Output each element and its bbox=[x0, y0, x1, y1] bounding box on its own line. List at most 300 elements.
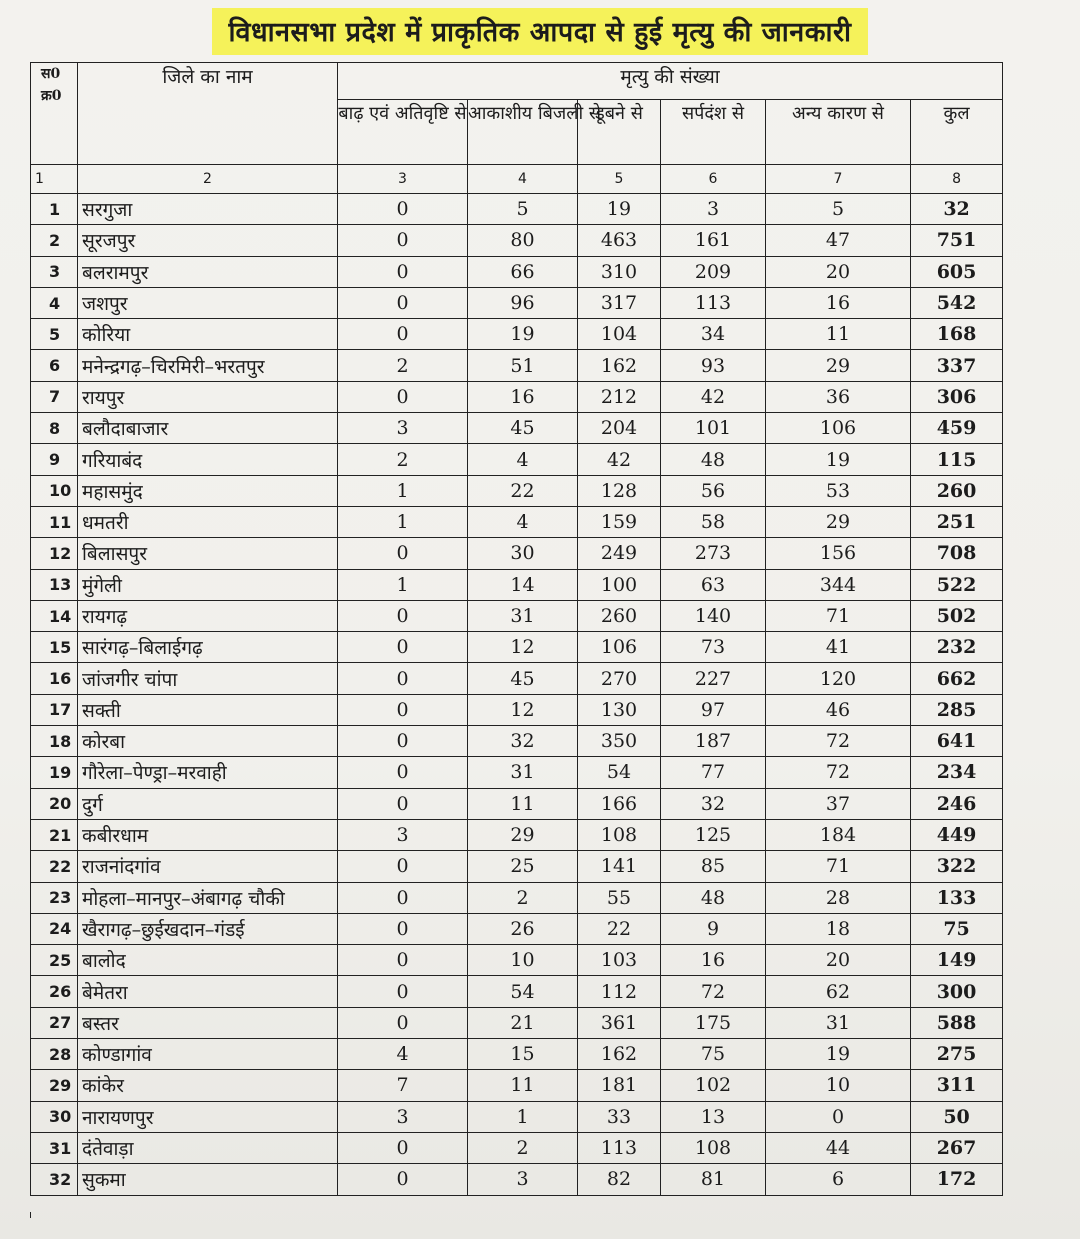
district-cell: बलौदाबाजार bbox=[78, 413, 338, 444]
other-cause-cell: 19 bbox=[766, 1039, 911, 1070]
lightning-cell: 22 bbox=[468, 475, 578, 506]
total-cell: 133 bbox=[911, 882, 1003, 913]
table-body bbox=[31, 194, 1003, 1196]
flood-cell: 0 bbox=[338, 913, 468, 944]
table-row bbox=[31, 694, 1003, 725]
snakebite-cell: 77 bbox=[661, 757, 766, 788]
district-cell: सूरजपुर bbox=[78, 225, 338, 256]
drowning-cell: 113 bbox=[578, 1132, 661, 1163]
flood-cell: 0 bbox=[338, 694, 468, 725]
drowning-cell: 361 bbox=[578, 1007, 661, 1038]
snakebite-cell: 16 bbox=[661, 945, 766, 976]
table-row bbox=[31, 600, 1003, 631]
serial-cell: 14 bbox=[31, 600, 78, 631]
table-row bbox=[31, 381, 1003, 412]
other-cause-cell: 120 bbox=[766, 663, 911, 694]
flood-cell: 0 bbox=[338, 319, 468, 350]
serial-cell: 4 bbox=[31, 287, 78, 318]
drowning-cell: 260 bbox=[578, 600, 661, 631]
total-cell: 275 bbox=[911, 1039, 1003, 1070]
other-cause-cell: 20 bbox=[766, 256, 911, 287]
table-continuation-edge bbox=[30, 1212, 1003, 1218]
lightning-cell: 15 bbox=[468, 1039, 578, 1070]
flood-cell: 7 bbox=[338, 1070, 468, 1101]
total-cell: 542 bbox=[911, 287, 1003, 318]
serial-label-2: क्र0 bbox=[41, 88, 62, 104]
district-cell: बेमेतरा bbox=[78, 976, 338, 1007]
other-cause-cell: 36 bbox=[766, 381, 911, 412]
serial-label-1: स0 bbox=[41, 66, 61, 82]
lightning-cell: 11 bbox=[468, 788, 578, 819]
snakebite-cell: 58 bbox=[661, 506, 766, 537]
total-cell: 267 bbox=[911, 1132, 1003, 1163]
drowning-cell: 162 bbox=[578, 350, 661, 381]
drowning-cell: 108 bbox=[578, 819, 661, 850]
district-cell: धमतरी bbox=[78, 506, 338, 537]
total-cell: 641 bbox=[911, 726, 1003, 757]
snakebite-cell: 73 bbox=[661, 632, 766, 663]
flood-cell: 0 bbox=[338, 726, 468, 757]
total-cell: 605 bbox=[911, 256, 1003, 287]
drowning-header: डूबने से bbox=[578, 100, 661, 165]
flood-cell: 1 bbox=[338, 475, 468, 506]
drowning-cell: 204 bbox=[578, 413, 661, 444]
drowning-cell: 270 bbox=[578, 663, 661, 694]
lightning-cell: 14 bbox=[468, 569, 578, 600]
snakebite-cell: 72 bbox=[661, 976, 766, 1007]
serial-cell: 29 bbox=[31, 1070, 78, 1101]
serial-cell: 2 bbox=[31, 225, 78, 256]
other-cause-cell: 41 bbox=[766, 632, 911, 663]
district-cell: कोरिया bbox=[78, 319, 338, 350]
deaths-table bbox=[30, 62, 1003, 1196]
serial-cell: 11 bbox=[31, 506, 78, 537]
table-row bbox=[31, 913, 1003, 944]
table-row bbox=[31, 1007, 1003, 1038]
flood-cell: 0 bbox=[338, 882, 468, 913]
flood-cell: 0 bbox=[338, 225, 468, 256]
snakebite-cell: 102 bbox=[661, 1070, 766, 1101]
other-cause-cell: 29 bbox=[766, 350, 911, 381]
snakebite-cell: 56 bbox=[661, 475, 766, 506]
flood-cell: 0 bbox=[338, 788, 468, 819]
lightning-cell: 10 bbox=[468, 945, 578, 976]
lightning-cell: 30 bbox=[468, 538, 578, 569]
other-cause-cell: 16 bbox=[766, 287, 911, 318]
column-number: 1 bbox=[31, 165, 78, 194]
table-row bbox=[31, 663, 1003, 694]
total-cell: 246 bbox=[911, 788, 1003, 819]
snakebite-cell: 3 bbox=[661, 194, 766, 225]
flood-cell: 1 bbox=[338, 506, 468, 537]
other-cause-cell: 184 bbox=[766, 819, 911, 850]
other-cause-cell: 6 bbox=[766, 1164, 911, 1195]
drowning-cell: 249 bbox=[578, 538, 661, 569]
deaths-header: मृत्यु की संख्या bbox=[338, 63, 1003, 100]
district-cell: सक्ती bbox=[78, 694, 338, 725]
serial-cell: 7 bbox=[31, 381, 78, 412]
other-cause-cell: 62 bbox=[766, 976, 911, 1007]
total-cell: 306 bbox=[911, 381, 1003, 412]
snakebite-cell: 48 bbox=[661, 882, 766, 913]
table-row bbox=[31, 444, 1003, 475]
total-cell: 300 bbox=[911, 976, 1003, 1007]
total-cell: 149 bbox=[911, 945, 1003, 976]
total-cell: 285 bbox=[911, 694, 1003, 725]
flood-cell: 0 bbox=[338, 194, 468, 225]
snakebite-cell: 209 bbox=[661, 256, 766, 287]
district-cell: बालोद bbox=[78, 945, 338, 976]
table-row bbox=[31, 1039, 1003, 1070]
lightning-cell: 19 bbox=[468, 319, 578, 350]
snakebite-cell: 93 bbox=[661, 350, 766, 381]
drowning-cell: 33 bbox=[578, 1101, 661, 1132]
snakebite-cell: 227 bbox=[661, 663, 766, 694]
drowning-cell: 42 bbox=[578, 444, 661, 475]
table-row bbox=[31, 757, 1003, 788]
serial-cell: 20 bbox=[31, 788, 78, 819]
lightning-cell: 66 bbox=[468, 256, 578, 287]
drowning-cell: 162 bbox=[578, 1039, 661, 1070]
other-cause-cell: 19 bbox=[766, 444, 911, 475]
district-cell: बलरामपुर bbox=[78, 256, 338, 287]
serial-cell: 23 bbox=[31, 882, 78, 913]
lightning-cell: 45 bbox=[468, 663, 578, 694]
total-cell: 75 bbox=[911, 913, 1003, 944]
district-cell: मनेन्द्रगढ़–चिरमिरी–भरतपुर bbox=[78, 350, 338, 381]
serial-cell: 22 bbox=[31, 851, 78, 882]
district-cell: सुकमा bbox=[78, 1164, 338, 1195]
other-cause-cell: 53 bbox=[766, 475, 911, 506]
drowning-cell: 463 bbox=[578, 225, 661, 256]
snakebite-cell: 85 bbox=[661, 851, 766, 882]
lightning-cell: 31 bbox=[468, 600, 578, 631]
serial-cell: 6 bbox=[31, 350, 78, 381]
serial-cell: 13 bbox=[31, 569, 78, 600]
district-cell: सरगुजा bbox=[78, 194, 338, 225]
district-cell: दंतेवाड़ा bbox=[78, 1132, 338, 1163]
other-cause-cell: 344 bbox=[766, 569, 911, 600]
flood-cell: 0 bbox=[338, 381, 468, 412]
lightning-cell: 31 bbox=[468, 757, 578, 788]
flood-cell: 0 bbox=[338, 663, 468, 694]
lightning-cell: 4 bbox=[468, 444, 578, 475]
column-number: 5 bbox=[578, 165, 661, 194]
lightning-cell: 3 bbox=[468, 1164, 578, 1195]
drowning-cell: 141 bbox=[578, 851, 661, 882]
table-row bbox=[31, 632, 1003, 663]
column-number: 8 bbox=[911, 165, 1003, 194]
total-cell: 662 bbox=[911, 663, 1003, 694]
table-row bbox=[31, 945, 1003, 976]
table-row bbox=[31, 788, 1003, 819]
other-cause-cell: 37 bbox=[766, 788, 911, 819]
flood-cell: 0 bbox=[338, 1132, 468, 1163]
total-cell: 522 bbox=[911, 569, 1003, 600]
document-title: विधानसभा प्रदेश में प्राकृतिक आपदा से हुई मृत्यु की जानकारी bbox=[212, 8, 867, 55]
flood-cell: 2 bbox=[338, 444, 468, 475]
column-number: 3 bbox=[338, 165, 468, 194]
snakebite-cell: 101 bbox=[661, 413, 766, 444]
district-cell: कांकेर bbox=[78, 1070, 338, 1101]
snakebite-cell: 273 bbox=[661, 538, 766, 569]
table-row bbox=[31, 287, 1003, 318]
drowning-cell: 100 bbox=[578, 569, 661, 600]
table-row bbox=[31, 256, 1003, 287]
total-cell: 311 bbox=[911, 1070, 1003, 1101]
column-number: 2 bbox=[78, 165, 338, 194]
other-cause-cell: 72 bbox=[766, 757, 911, 788]
other-cause-cell: 0 bbox=[766, 1101, 911, 1132]
district-cell: राजनांदगांव bbox=[78, 851, 338, 882]
snakebite-cell: 75 bbox=[661, 1039, 766, 1070]
drowning-cell: 310 bbox=[578, 256, 661, 287]
serial-cell: 32 bbox=[31, 1164, 78, 1195]
district-cell: रायगढ़ bbox=[78, 600, 338, 631]
lightning-cell: 96 bbox=[468, 287, 578, 318]
lightning-cell: 2 bbox=[468, 1132, 578, 1163]
drowning-cell: 112 bbox=[578, 976, 661, 1007]
drowning-cell: 82 bbox=[578, 1164, 661, 1195]
total-cell: 337 bbox=[911, 350, 1003, 381]
other-cause-cell: 156 bbox=[766, 538, 911, 569]
total-cell: 588 bbox=[911, 1007, 1003, 1038]
total-cell: 502 bbox=[911, 600, 1003, 631]
drowning-cell: 22 bbox=[578, 913, 661, 944]
other-cause-cell: 28 bbox=[766, 882, 911, 913]
flood-cell: 0 bbox=[338, 600, 468, 631]
snakebite-cell: 140 bbox=[661, 600, 766, 631]
column-number: 4 bbox=[468, 165, 578, 194]
district-header: जिले का नाम bbox=[78, 63, 338, 165]
district-cell: महासमुंद bbox=[78, 475, 338, 506]
drowning-cell: 159 bbox=[578, 506, 661, 537]
district-cell: मुंगेली bbox=[78, 569, 338, 600]
drowning-cell: 166 bbox=[578, 788, 661, 819]
serial-cell: 3 bbox=[31, 256, 78, 287]
flood-cell: 0 bbox=[338, 945, 468, 976]
lightning-cell: 1 bbox=[468, 1101, 578, 1132]
table-row bbox=[31, 976, 1003, 1007]
flood-cell: 0 bbox=[338, 1164, 468, 1195]
snakebite-cell: 161 bbox=[661, 225, 766, 256]
serial-cell: 8 bbox=[31, 413, 78, 444]
snakebite-cell: 81 bbox=[661, 1164, 766, 1195]
lightning-cell: 11 bbox=[468, 1070, 578, 1101]
table-row bbox=[31, 225, 1003, 256]
lightning-cell: 26 bbox=[468, 913, 578, 944]
drowning-cell: 104 bbox=[578, 319, 661, 350]
other-cause-cell: 11 bbox=[766, 319, 911, 350]
drowning-cell: 130 bbox=[578, 694, 661, 725]
snakebite-cell: 97 bbox=[661, 694, 766, 725]
district-cell: दुर्ग bbox=[78, 788, 338, 819]
district-cell: कबीरधाम bbox=[78, 819, 338, 850]
drowning-cell: 350 bbox=[578, 726, 661, 757]
table-row bbox=[31, 882, 1003, 913]
flood-cell: 0 bbox=[338, 1007, 468, 1038]
table-row bbox=[31, 1101, 1003, 1132]
lightning-cell: 54 bbox=[468, 976, 578, 1007]
serial-cell: 16 bbox=[31, 663, 78, 694]
snakebite-cell: 42 bbox=[661, 381, 766, 412]
total-cell: 234 bbox=[911, 757, 1003, 788]
lightning-cell: 12 bbox=[468, 632, 578, 663]
snakebite-cell: 113 bbox=[661, 287, 766, 318]
district-cell: नारायणपुर bbox=[78, 1101, 338, 1132]
table-row bbox=[31, 194, 1003, 225]
flood-cell: 0 bbox=[338, 851, 468, 882]
flood-cell: 1 bbox=[338, 569, 468, 600]
total-cell: 459 bbox=[911, 413, 1003, 444]
other-cause-cell: 72 bbox=[766, 726, 911, 757]
other-cause-cell: 71 bbox=[766, 600, 911, 631]
table-row bbox=[31, 819, 1003, 850]
snakebite-cell: 34 bbox=[661, 319, 766, 350]
drowning-cell: 19 bbox=[578, 194, 661, 225]
snakebite-cell: 108 bbox=[661, 1132, 766, 1163]
other-cause-cell: 47 bbox=[766, 225, 911, 256]
total-header: कुल bbox=[911, 100, 1003, 165]
serial-cell: 24 bbox=[31, 913, 78, 944]
district-cell: सारंगढ़–बिलाईगढ़ bbox=[78, 632, 338, 663]
snakebite-header: सर्पदंश से bbox=[661, 100, 766, 165]
lightning-cell: 2 bbox=[468, 882, 578, 913]
flood-cell: 2 bbox=[338, 350, 468, 381]
district-cell: रायपुर bbox=[78, 381, 338, 412]
flood-cell: 3 bbox=[338, 1101, 468, 1132]
district-cell: बिलासपुर bbox=[78, 538, 338, 569]
other-cause-cell: 44 bbox=[766, 1132, 911, 1163]
serial-cell: 28 bbox=[31, 1039, 78, 1070]
snakebite-cell: 63 bbox=[661, 569, 766, 600]
snakebite-cell: 13 bbox=[661, 1101, 766, 1132]
snakebite-cell: 48 bbox=[661, 444, 766, 475]
serial-cell: 21 bbox=[31, 819, 78, 850]
total-cell: 50 bbox=[911, 1101, 1003, 1132]
serial-cell: 15 bbox=[31, 632, 78, 663]
flood-cell: 0 bbox=[338, 632, 468, 663]
table-row bbox=[31, 506, 1003, 537]
total-cell: 32 bbox=[911, 194, 1003, 225]
table-row bbox=[31, 538, 1003, 569]
snakebite-cell: 125 bbox=[661, 819, 766, 850]
serial-cell: 31 bbox=[31, 1132, 78, 1163]
other-cause-cell: 46 bbox=[766, 694, 911, 725]
table-row bbox=[31, 1132, 1003, 1163]
table-row bbox=[31, 1070, 1003, 1101]
other-cause-cell: 5 bbox=[766, 194, 911, 225]
total-cell: 751 bbox=[911, 225, 1003, 256]
lightning-cell: 4 bbox=[468, 506, 578, 537]
drowning-cell: 103 bbox=[578, 945, 661, 976]
snakebite-cell: 187 bbox=[661, 726, 766, 757]
lightning-cell: 5 bbox=[468, 194, 578, 225]
flood-cell: 0 bbox=[338, 757, 468, 788]
drowning-cell: 317 bbox=[578, 287, 661, 318]
drowning-cell: 106 bbox=[578, 632, 661, 663]
lightning-cell: 16 bbox=[468, 381, 578, 412]
drowning-cell: 181 bbox=[578, 1070, 661, 1101]
flood-cell: 0 bbox=[338, 256, 468, 287]
snakebite-cell: 175 bbox=[661, 1007, 766, 1038]
serial-cell: 18 bbox=[31, 726, 78, 757]
district-cell: खैरागढ़–छुईखदान–गंडई bbox=[78, 913, 338, 944]
serial-cell: 17 bbox=[31, 694, 78, 725]
lightning-header: आकाशीय बिजली से bbox=[468, 100, 578, 165]
lightning-cell: 32 bbox=[468, 726, 578, 757]
lightning-cell: 12 bbox=[468, 694, 578, 725]
title-area bbox=[0, 8, 1080, 55]
table-row bbox=[31, 350, 1003, 381]
table-row bbox=[31, 475, 1003, 506]
total-cell: 708 bbox=[911, 538, 1003, 569]
total-cell: 232 bbox=[911, 632, 1003, 663]
table-row bbox=[31, 1164, 1003, 1195]
snakebite-cell: 9 bbox=[661, 913, 766, 944]
flood-cell: 0 bbox=[338, 538, 468, 569]
total-cell: 172 bbox=[911, 1164, 1003, 1195]
district-cell: बस्तर bbox=[78, 1007, 338, 1038]
other-cause-cell: 31 bbox=[766, 1007, 911, 1038]
drowning-cell: 128 bbox=[578, 475, 661, 506]
lightning-cell: 21 bbox=[468, 1007, 578, 1038]
flood-cell: 0 bbox=[338, 976, 468, 1007]
drowning-cell: 212 bbox=[578, 381, 661, 412]
lightning-cell: 51 bbox=[468, 350, 578, 381]
serial-cell: 26 bbox=[31, 976, 78, 1007]
flood-cell: 0 bbox=[338, 287, 468, 318]
serial-header bbox=[31, 63, 78, 165]
district-cell: गौरेला–पेण्ड्रा–मरवाही bbox=[78, 757, 338, 788]
flood-header: बाढ़ एवं अतिवृष्टि से bbox=[338, 100, 468, 165]
lightning-cell: 80 bbox=[468, 225, 578, 256]
serial-cell: 30 bbox=[31, 1101, 78, 1132]
other-cause-cell: 18 bbox=[766, 913, 911, 944]
district-cell: मोहला–मानपुर–अंबागढ़ चौकी bbox=[78, 882, 338, 913]
serial-cell: 12 bbox=[31, 538, 78, 569]
serial-cell: 27 bbox=[31, 1007, 78, 1038]
district-cell: कोण्डागांव bbox=[78, 1039, 338, 1070]
serial-cell: 10 bbox=[31, 475, 78, 506]
total-cell: 115 bbox=[911, 444, 1003, 475]
district-cell: कोरबा bbox=[78, 726, 338, 757]
drowning-cell: 54 bbox=[578, 757, 661, 788]
table-row bbox=[31, 851, 1003, 882]
serial-cell: 25 bbox=[31, 945, 78, 976]
serial-cell: 5 bbox=[31, 319, 78, 350]
other-cause-cell: 29 bbox=[766, 506, 911, 537]
lightning-cell: 29 bbox=[468, 819, 578, 850]
serial-cell: 19 bbox=[31, 757, 78, 788]
table-row bbox=[31, 319, 1003, 350]
other-cause-cell: 20 bbox=[766, 945, 911, 976]
total-cell: 168 bbox=[911, 319, 1003, 350]
serial-cell: 1 bbox=[31, 194, 78, 225]
drowning-cell: 55 bbox=[578, 882, 661, 913]
total-cell: 260 bbox=[911, 475, 1003, 506]
lightning-cell: 45 bbox=[468, 413, 578, 444]
lightning-cell: 25 bbox=[468, 851, 578, 882]
flood-cell: 3 bbox=[338, 819, 468, 850]
total-cell: 322 bbox=[911, 851, 1003, 882]
district-cell: जांजगीर चांपा bbox=[78, 663, 338, 694]
district-cell: जशपुर bbox=[78, 287, 338, 318]
table-row bbox=[31, 569, 1003, 600]
table-row bbox=[31, 413, 1003, 444]
column-number: 6 bbox=[661, 165, 766, 194]
other-cause-cell: 10 bbox=[766, 1070, 911, 1101]
